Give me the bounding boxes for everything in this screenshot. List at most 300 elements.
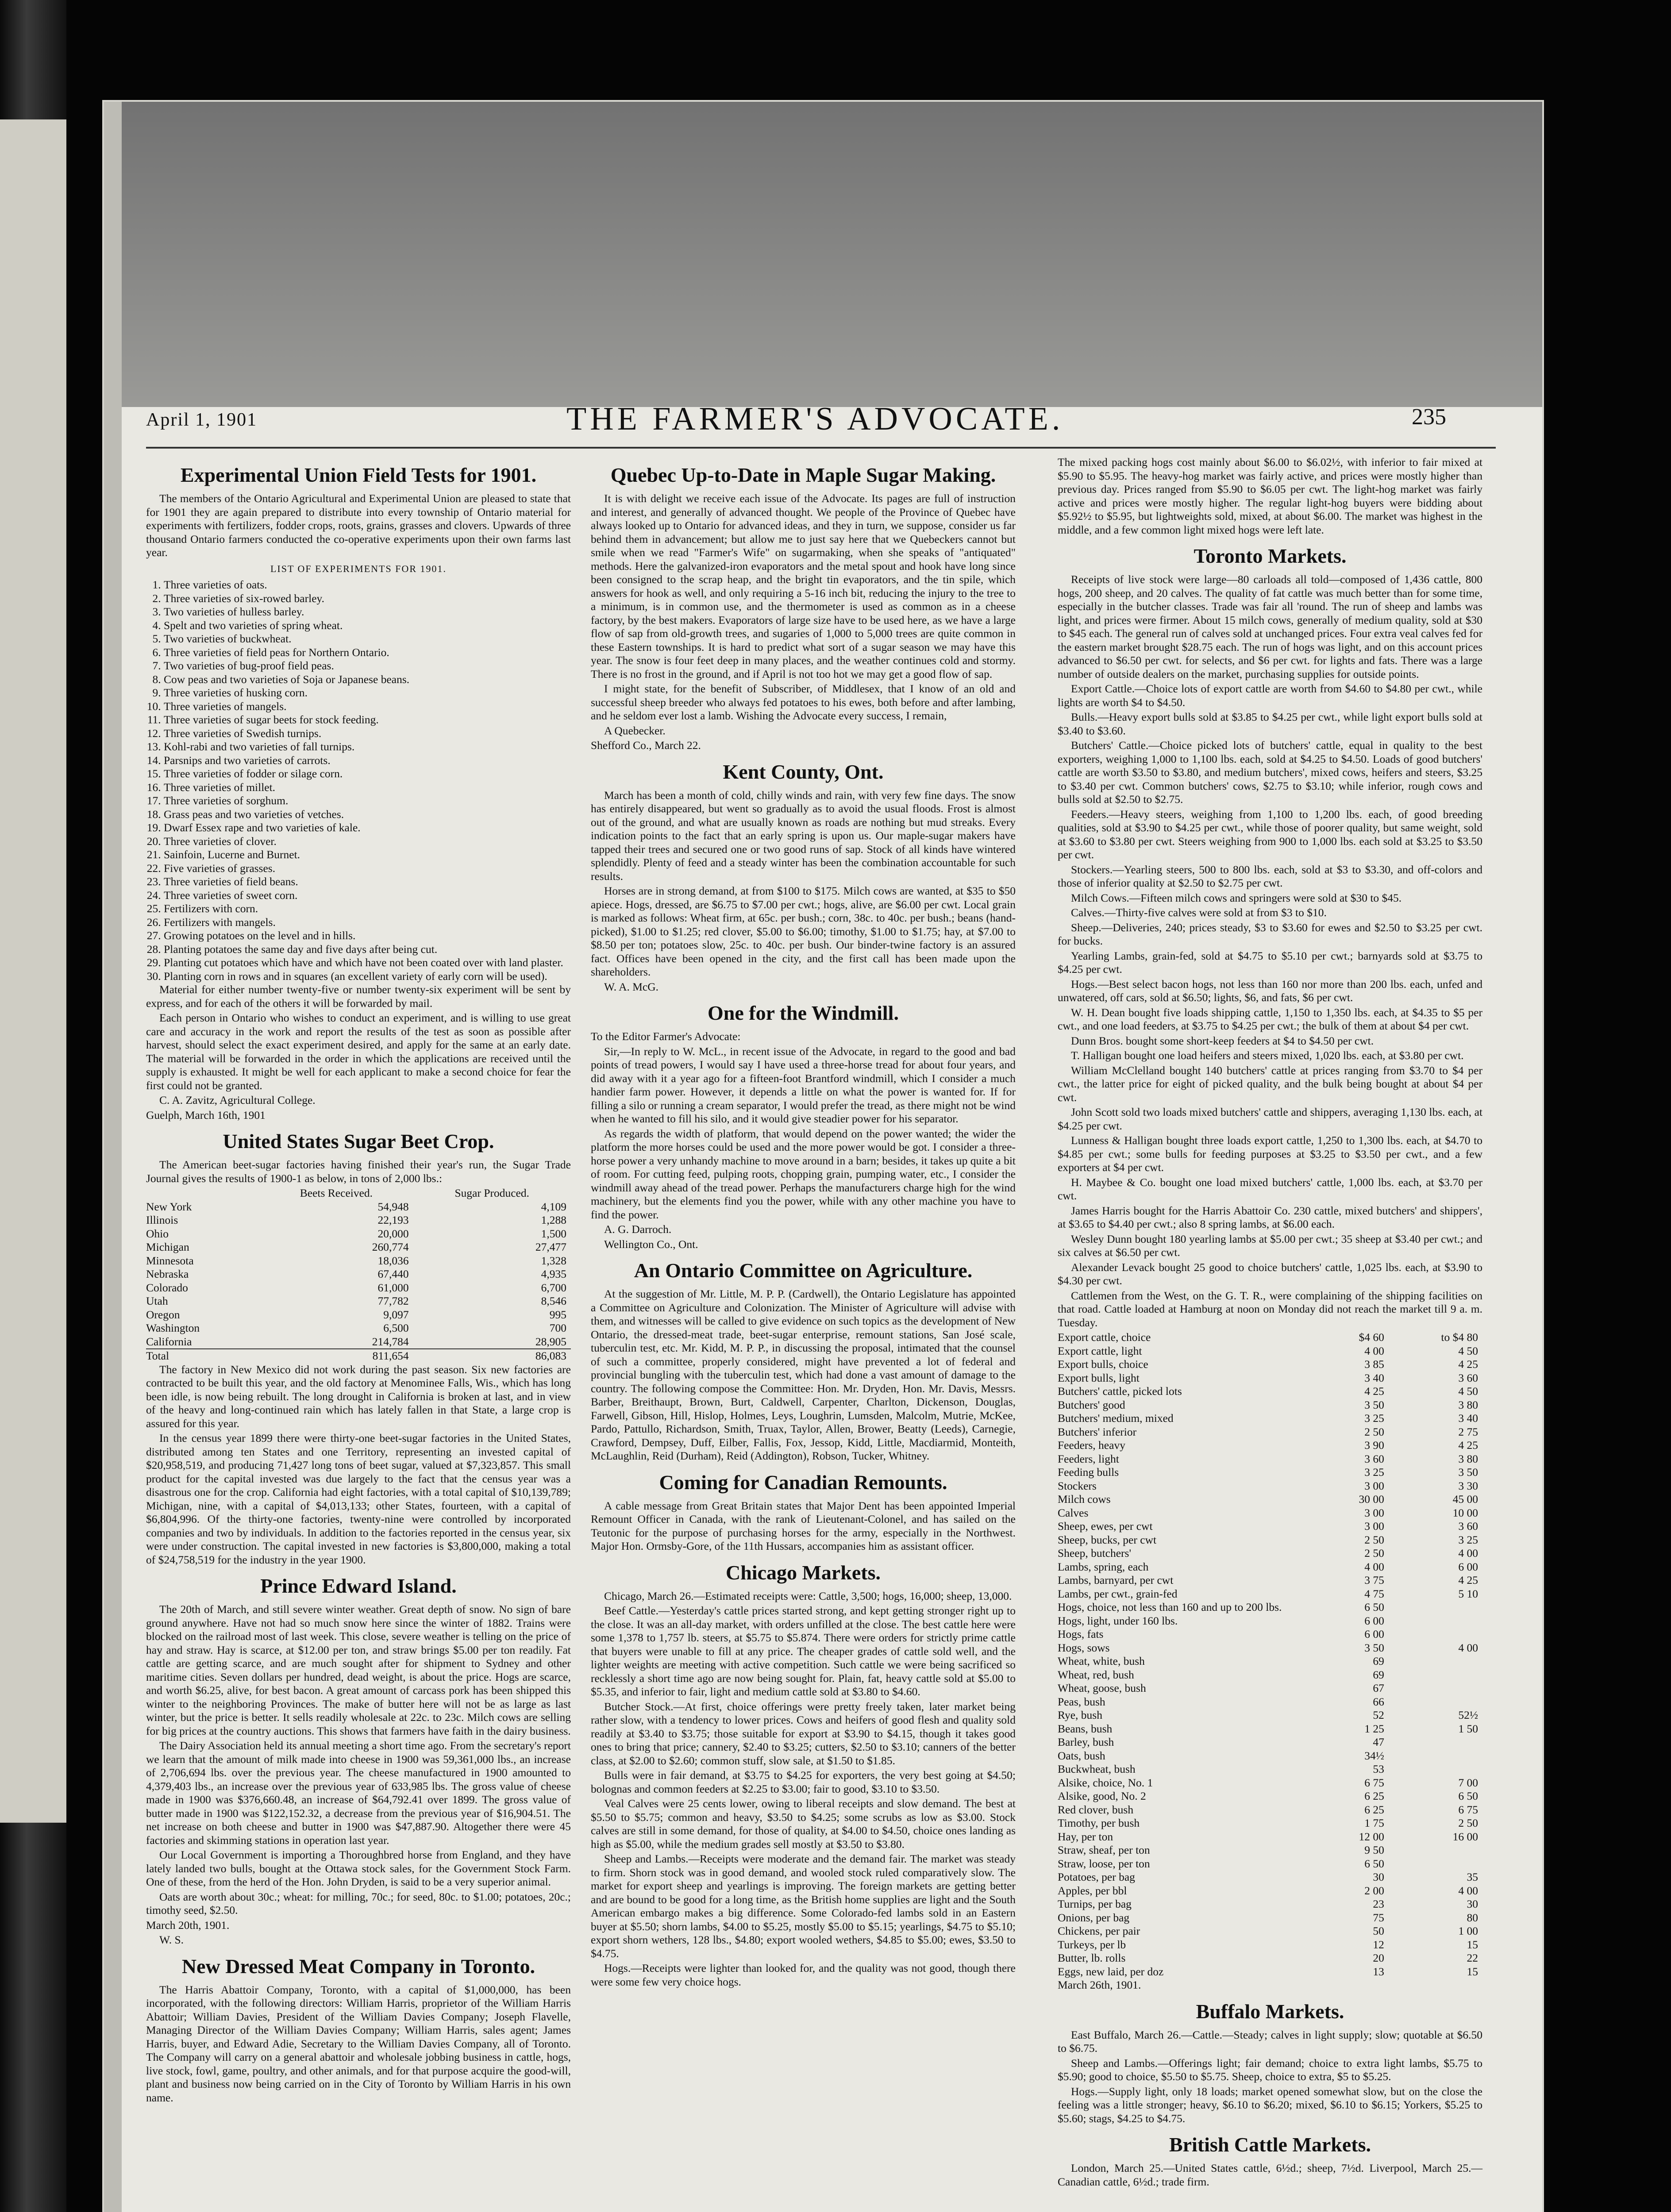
price-value: 6 50: [1364, 1857, 1384, 1870]
price-value: 23: [1373, 1897, 1384, 1910]
price-item: Onions, per bag: [1058, 1911, 1130, 1924]
article-paragraph: The members of the Ontario Agricultural and Experimental Union are pleased to state that for 1901 they are again prepared to distribute into every township of Ontario material for experiments with fertilizers, fodder crops, roots, grains, grasses and clovers. Upwards of three thousand Ontario farmers conducted the co-operative experiments upon their own farms last year.: [146, 492, 571, 559]
price-value: 2 00: [1364, 1884, 1384, 1897]
article-paragraph: Butchers' Cattle.—Choice picked lots of butchers' cattle, equal in quality to the best exporters, weighing 1,000 to 1,100 lbs. each, sold at $4.25 to $4.50. Loads of good butchers' cattle are worth $3.50 to $3.80, and medium butchers', mixed cows, heifers and steers, $3.25 to $3.40 per cwt. Common butchers' cows, $2.75 to $3.10; while inferior, rough cows and bulls sold at $2.50 to $2.75.: [1058, 739, 1482, 806]
price-value: 50: [1373, 1924, 1384, 1937]
price-value: 15: [1467, 1965, 1478, 1978]
column-1: [146, 456, 571, 2106]
total-received: 811,654: [259, 1349, 413, 1363]
cell-state: Ohio: [146, 1227, 169, 1240]
article-title: New Dressed Meat Company in Toronto.: [181, 1955, 535, 1978]
cell-produced: 27,477: [535, 1240, 566, 1253]
price-row: [1058, 1371, 1482, 1385]
experiment-item: 11. Three varieties of sugar beets for stock feeding.: [164, 713, 571, 727]
table-row: [146, 1254, 571, 1268]
cell-state: New York: [146, 1200, 192, 1213]
article-paragraph: Material for either number twenty-five or number twenty-six experiment will be sent by express, and for each of the others it will be forwarded by mail.: [146, 983, 571, 1010]
article-toronto-markets: [1058, 544, 1482, 1992]
signature: C. A. Zavitz, Agricultural College.: [159, 1094, 316, 1106]
price-value: 3 60: [1458, 1371, 1478, 1384]
price-item: Red clover, bush: [1058, 1803, 1134, 1816]
price-value: 22: [1467, 1951, 1478, 1964]
price-item: Hay, per ton: [1058, 1830, 1113, 1843]
cell-produced: 995: [549, 1308, 566, 1321]
price-value: 3 50: [1364, 1398, 1384, 1411]
dateline: Guelph, March 16th, 1901: [146, 1108, 266, 1121]
experiment-item: 22. Five varieties of grasses.: [164, 862, 571, 876]
price-item: Sheep, ewes, per cwt: [1058, 1520, 1153, 1532]
article-paragraph: Beef Cattle.—Yesterday's cattle prices started strong, and kept getting stronger right up to the close. It was an all-day market, with orders unfilled at the close. The best cattle here were some 1,378 to 1,757 lb. steers, at $5.75 to $5.874. There were orders for strictly prime cattle that buyers were unable to fill at any price. The cheaper grades of cattle sold well, and the lighter weights are meeting with active competition. Such cattle we were being sacrificed so recklessly a short time ago are now being sought for. Plain, fat, heavy cattle sold at $5.00 to $5.35, and inferior to fair, light and medium cattle sold at $3.80 to $4.60.: [591, 1604, 1016, 1698]
price-value: 4 25: [1458, 1574, 1478, 1586]
price-row: [1058, 1479, 1482, 1493]
experiment-item: 9. Three varieties of husking corn.: [164, 686, 571, 700]
experiment-item: 6. Three varieties of field peas for Northern Ontario.: [164, 646, 571, 660]
total-produced: 86,083: [413, 1349, 571, 1363]
price-item: Buckwheat, bush: [1058, 1763, 1136, 1775]
price-item: Hogs, light, under 160 lbs.: [1058, 1614, 1178, 1627]
price-row: [1058, 1574, 1482, 1587]
article-title: Quebec Up-to-Date in Maple Sugar Making.: [610, 464, 996, 486]
cell-state: Utah: [146, 1294, 168, 1307]
article-paragraph: It is with delight we receive each issue of the Advocate. Its pages are full of instruction and interest, and generally of advanced thought. We people of the Province of Quebec have always looked up to Ontario for advanced ideas, and they in turn, we suppose, consider us far behind them in advancement; but allow me to just say here that we Quebeckers cannot but smile when we read "Farmer's Wife" on sugarmaking, when she speaks of "antiquated" methods. Here the galvanized-iron evaporators and the metal spout and hook have long since been consigned to the scrap heap, and the bright tin evaporators, and the tin spile, which answers for hook as well, and only requiring a 5-16 inch bit, reducing the injury to the tree to a minimum, is in common use, and the thermometer is used as common as in a cheese factory, by the best makers. Evaporators of large size have to be used here, as we have a large flow of sap from old-growth trees, and sugaries of 1,000 to 5,000 trees are quite common in these Eastern townships. It is hard to predict what sort of a sugar season we may have this year. The snow is four feet deep in many places, and the weather continues cold and stormy. There is no frost in the ground, and if April is not too hot we may get a good flow of sap.: [591, 492, 1016, 680]
column-3: [1058, 456, 1482, 2190]
price-value: 4 25: [1364, 1385, 1384, 1398]
article-paragraph: Butcher Stock.—At first, choice offerings were pretty freely taken, later market being rather slow, with a tendency to lower prices. Cows and heifers of good flesh and quality sold readily at $3.40 to $3.75; those suitable for export at $3.90 to $4.15, though it takes good ones to bring that price; cannery, $2.40 to $3.25; cutters, $2.50 to $3.10; canners of the better class, at $2.00 to $2.60; common stuff, slow sale, at $1.50 to $1.85.: [591, 1700, 1016, 1767]
price-value: 69: [1373, 1668, 1384, 1681]
price-value: 3 40: [1458, 1412, 1478, 1425]
table-row: [146, 1214, 571, 1227]
experiment-item: 28. Planting potatoes the same day and five days after being cut.: [164, 943, 571, 956]
price-value: [1389, 1668, 1482, 1682]
cell-produced: 6,700: [541, 1281, 566, 1294]
experiment-item: 4. Spelt and two varieties of spring wheat.: [164, 619, 571, 633]
article-paragraph: T. Halligan bought one load heifers and steers mixed, 1,020 lbs. each, at $3.80 per cwt.: [1071, 1049, 1464, 1062]
article-paragraph: Sir,—In reply to W. McL., in recent issue of the Advocate, in regard to the good and bad points of tread powers, I would say I have used a three-horse tread for about four years, and did away with it a year ago for a fifteen-foot Brantford windmill, which I consider a much handier farm power. However, it depends a little on what the power is wanted for. If for filling a silo or running a cream separator, I would prefer the tread, as there might not be wind when he wanted to fill his silo, and it would give steadier power for his separator.: [591, 1045, 1016, 1125]
price-item: Straw, sheaf, per ton: [1058, 1843, 1150, 1856]
price-item: Milch cows: [1058, 1493, 1111, 1505]
price-item: Barley, bush: [1058, 1736, 1114, 1748]
price-item: Alsike, good, No. 2: [1058, 1790, 1146, 1802]
price-item: Export cattle, light: [1058, 1344, 1142, 1357]
cell-received: 22,193: [377, 1214, 409, 1226]
article-paragraph: Cattlemen from the West, on the G. T. R., were complaining of the shipping facilities on that road. Cattle loaded at Hamburg at noon on Monday did not reach the market till 9 a. m. Tuesday.: [1058, 1289, 1482, 1329]
price-value: 15: [1467, 1938, 1478, 1951]
price-value: 6 25: [1364, 1803, 1384, 1816]
price-value: 75: [1373, 1911, 1384, 1924]
price-value: 66: [1373, 1695, 1384, 1708]
price-value: 2 50: [1364, 1533, 1384, 1546]
previous-page-edge: [0, 119, 66, 1823]
price-value: 4 50: [1458, 1385, 1478, 1398]
price-item: Butchers' inferior: [1058, 1425, 1137, 1438]
experiment-item: 29. Planting cut potatoes which have and which have not been coated over with land plaster.: [164, 956, 571, 970]
price-value: 3 30: [1458, 1479, 1478, 1492]
price-row: [1058, 1641, 1482, 1655]
price-value: 3 25: [1364, 1466, 1384, 1479]
price-value: 4 00: [1364, 1560, 1384, 1573]
price-item: Rye, bush: [1058, 1709, 1102, 1721]
price-value: 3 90: [1364, 1439, 1384, 1452]
price-value: 5 10: [1458, 1587, 1478, 1600]
price-value: 1 75: [1364, 1816, 1384, 1829]
experiment-item: 15. Three varieties of fodder or silage corn.: [164, 767, 571, 781]
article-paragraph: London, March 25.—United States cattle, 6½d.; sheep, 7½d. Liverpool, March 25.—Canadian cattle, 6½d.; trade firm.: [1058, 2162, 1482, 2188]
article-paragraph: William McClelland bought 140 butchers' cattle at prices ranging from $3.70 to $4 per cwt., the latter price for eight of picked quality, and the bulk being bought at about $4 per cwt.: [1058, 1064, 1482, 1104]
price-row: [1058, 1655, 1482, 1668]
price-item: Potatoes, per bag: [1058, 1870, 1135, 1883]
cell-received: 9,097: [383, 1308, 409, 1321]
price-value: [1389, 1695, 1482, 1709]
price-row: [1058, 1722, 1482, 1736]
price-row: [1058, 1466, 1482, 1479]
total-label: Total: [146, 1349, 259, 1363]
price-value: [1389, 1614, 1482, 1628]
price-value: 3 40: [1364, 1371, 1384, 1384]
article-prince-edward-island: [146, 1574, 571, 1947]
price-value: 67: [1373, 1682, 1384, 1694]
cell-produced: 700: [549, 1321, 566, 1334]
price-value: 4 00: [1458, 1884, 1478, 1897]
price-value: 6 50: [1458, 1790, 1478, 1802]
article-title: Kent County, Ont.: [723, 760, 884, 783]
article-paragraph: Export Cattle.—Choice lots of export cattle are worth from $4.60 to $4.80 per cwt., while lights are worth $4 to $4.50.: [1058, 682, 1482, 709]
price-item: Apples, per bbl: [1058, 1884, 1127, 1897]
article-title: Coming for Canadian Remounts.: [659, 1471, 947, 1494]
price-item: Feeders, heavy: [1058, 1439, 1125, 1452]
price-item: Butchers' cattle, picked lots: [1058, 1385, 1182, 1398]
price-item: Wheat, goose, bush: [1058, 1682, 1146, 1694]
price-value: 9 50: [1364, 1843, 1384, 1856]
price-item: Chickens, per pair: [1058, 1924, 1140, 1937]
price-value: 30 00: [1359, 1493, 1384, 1505]
price-row: [1058, 1560, 1482, 1574]
article-paragraph: Horses are in strong demand, at from $100 to $175. Milch cows are wanted, at $35 to $50 apiece. Hogs, dressed, are $6.75 to $7.00 per cwt.; hogs, alive, are $6.00 per cwt. Local grain is marked as follows: Wheat firm, at 65c. per bush.; corn, 38c. to 40c. per bush.; beans (hand-picked), $1.00 to $1.25; red clover, $5.00 to $6.00; timothy, $1.00 to $1.75; hay, at $7.00 to $8.50 per ton; potatoes slow, 25c. to 40c. per bush. Our binder-twine factory is an assured fact. Offices have been opened in the city, and the first call has been made upon the shareholders.: [591, 884, 1016, 978]
price-row: [1058, 1884, 1482, 1898]
cell-produced: 28,905: [535, 1335, 566, 1348]
price-row: [1058, 1614, 1482, 1628]
price-row: [1058, 1897, 1482, 1911]
article-paragraph: Hogs.—Receipts were lighter than looked for, and the quality was not good, though there were some few very choice hogs.: [591, 1962, 1016, 1988]
price-value: [1389, 1655, 1482, 1668]
cell-received: 260,774: [372, 1240, 409, 1253]
article-paragraph: Chicago, March 26.—Estimated receipts were: Cattle, 3,500; hogs, 16,000; sheep, 13,000.: [604, 1589, 1012, 1602]
experiment-item: 5. Two varieties of buckwheat.: [164, 632, 571, 646]
price-row: [1058, 1682, 1482, 1695]
experiment-item: 3. Two varieties of hulless barley.: [164, 605, 571, 619]
price-row: [1058, 1520, 1482, 1533]
article-paragraph: Calves.—Thirty-five calves were sold at from $3 to $10.: [1071, 906, 1327, 919]
cell-state: Oregon: [146, 1308, 180, 1321]
price-value: 52½: [1458, 1709, 1478, 1721]
price-value: 52: [1373, 1709, 1384, 1721]
price-row: [1058, 1830, 1482, 1844]
dateline: Wellington Co., Ont.: [604, 1237, 698, 1251]
price-item: Beans, bush: [1058, 1722, 1113, 1735]
article-sugar-beet: [146, 1129, 571, 1567]
price-item: Calves: [1058, 1506, 1089, 1519]
cell-produced: 4,109: [541, 1200, 566, 1213]
signature: A Quebecker.: [604, 724, 666, 737]
article-paragraph: James Harris bought for the Harris Abattoir Co. 230 cattle, mixed butchers' and shippers', at $3.65 to $4.40 per cwt.; also 8 spring lambs, at $6.00 each.: [1058, 1204, 1482, 1230]
price-item: Turnips, per bag: [1058, 1897, 1132, 1910]
article-paragraph: Feeders.—Heavy steers, weighing from 1,100 to 1,200 lbs. each, of good breeding qualities, sold at $3.90 to $4.25 per cwt., while those of poorer quality, but same weight, sold at $3.60 to $3.80 per cwt. Steers weighing from 900 to 1,000 lbs. each sold at $3.25 to $3.50 per cwt.: [1058, 807, 1482, 861]
price-value: 6 75: [1458, 1803, 1478, 1816]
price-item: Feeding bulls: [1058, 1466, 1119, 1479]
price-value: 4 50: [1458, 1344, 1478, 1357]
issue-date: April 1, 1901: [146, 410, 258, 430]
price-row: [1058, 1857, 1482, 1871]
signature: W. S.: [159, 1933, 184, 1946]
price-row: [1058, 1425, 1482, 1439]
article-paragraph: As regards the width of platform, that would depend on the power wanted; the wider the platform the more horses could be used and the more power would be got. I consider a three-horse power a very unhandy machine to move around in a barn; besides, it takes up quite a bit of room. For cutting feed, pulping roots, chopping grain, pumping water, etc., I consider the windmill away ahead of the tread power. Perhaps the manufacturers charge high for the wind machinery, but the elements find you the power, while with any other machine you have to find the power.: [591, 1127, 1016, 1221]
article-paragraph: Hogs.—Supply light, only 18 loads; market opened somewhat slow, but on the close the feeling was a little stronger; heavy, $6.10 to $6.20; mixed, $6.10 to $6.15; Yorkers, $5.25 to $5.60; stags, $4.25 to $4.75.: [1058, 2085, 1482, 2125]
cell-produced: 1,288: [541, 1214, 566, 1226]
cell-produced: 4,935: [541, 1267, 566, 1280]
price-value: 47: [1373, 1736, 1384, 1748]
cell-produced: 1,500: [541, 1227, 566, 1240]
price-item: Sheep, butchers': [1058, 1547, 1132, 1559]
price-value: [1389, 1736, 1482, 1749]
signature: A. G. Darroch.: [604, 1223, 672, 1236]
price-row: [1058, 1344, 1482, 1358]
experiment-item: 7. Two varieties of bug-proof field peas.: [164, 659, 571, 673]
experiment-item: 18. Grass peas and two varieties of vetches.: [164, 808, 571, 822]
price-value: 1 50: [1458, 1722, 1478, 1735]
article-paragraph: The American beet-sugar factories having finished their year's run, the Sugar Trade Journal gives the results of 1900-1 as below, in tons of 2,000 lbs.:: [146, 1158, 571, 1185]
price-value: 35: [1467, 1870, 1478, 1883]
article-paragraph: A cable message from Great Britain states that Major Dent has been appointed Imperial Remount Officer in Canada, with the rank of Lieutenant-Colonel, and has sailed on the Teutonic for the purpose of purchasing horses for the army, especially in the Northwest. Major Hon. Ormsby-Gore, of the 11th Hussars, accompanies him as assistant officer.: [591, 1499, 1016, 1552]
cell-received: 18,036: [377, 1254, 409, 1267]
price-row: [1058, 1533, 1482, 1547]
cell-produced: 1,328: [541, 1254, 566, 1267]
experiment-item: 10. Three varieties of mangels.: [164, 700, 571, 714]
price-row: [1058, 1776, 1482, 1790]
price-value: 16 00: [1452, 1830, 1478, 1843]
article-dressed-meat: [146, 1954, 571, 2105]
article-title: Chicago Markets.: [725, 1561, 881, 1584]
price-row: [1058, 1628, 1482, 1641]
price-item: Hogs, sows: [1058, 1641, 1110, 1654]
article-paragraph: Alexander Levack bought 25 good to choice butchers' cattle, 1,025 lbs. each, at $3.90 to $4.30 per cwt.: [1058, 1260, 1482, 1287]
price-item: Wheat, white, bush: [1058, 1655, 1145, 1667]
price-value: 4 00: [1458, 1547, 1478, 1559]
price-row: [1058, 1749, 1482, 1763]
price-item: Timothy, per bush: [1058, 1816, 1140, 1829]
price-item: Butchers' good: [1058, 1398, 1125, 1411]
price-row: [1058, 1736, 1482, 1749]
article-paragraph: Oats are worth about 30c.; wheat: for milling, 70c.; for seed, 80c. to $1.00; potatoes, 20c.; timothy seed, $2.50.: [146, 1890, 571, 1916]
table-row: [146, 1294, 571, 1308]
price-value: [1389, 1857, 1482, 1871]
price-row: [1058, 1763, 1482, 1776]
cell-state: Illinois: [146, 1214, 178, 1226]
price-row: [1058, 1601, 1482, 1614]
price-row: [1058, 1816, 1482, 1830]
price-value: 1 25: [1364, 1722, 1384, 1735]
price-item: Export bulls, choice: [1058, 1358, 1148, 1371]
article-experimental-union: [146, 463, 571, 1122]
toronto-price-table: [1058, 1331, 1482, 1978]
price-value: 4 75: [1364, 1587, 1384, 1600]
article-remounts: [591, 1470, 1016, 1553]
price-item: Butchers' medium, mixed: [1058, 1412, 1174, 1425]
price-value: [1389, 1763, 1482, 1776]
article-paragraph: Dunn Bros. bought some short-keep feeders at $4 to $4.50 per cwt.: [1071, 1034, 1374, 1047]
table-row: [146, 1281, 571, 1295]
article-paragraph: The mixed packing hogs cost mainly about $6.00 to $6.02½, with inferior to fair mixed at $5.90 to $5.95. The heavy-hog market was fairly active, and prices were mostly higher than previous day. Prices ranged from $5.90 to $6.05 per cwt. The light-hog market was fairly active and prices were mostly higher. The regular light-hog buyers were bidding about $5.92½ to $5.95, but lightweights sold, mixed, at about $6.00. The market was highest in the middle, and a few common light mixed hogs were left late.: [1058, 456, 1482, 536]
table-row: [146, 1267, 571, 1281]
price-item: Sheep, bucks, per cwt: [1058, 1533, 1157, 1546]
article-paragraph: W. H. Dean bought five loads shipping cattle, 1,150 to 1,350 lbs. each, at $4.35 to $5 per cwt., and one load feeders, at $3.75 to $4.25 per cwt.; the bulk of them at about $4 per cwt.: [1058, 1006, 1482, 1032]
article-paragraph: Hogs.—Best select bacon hogs, not less than 160 nor more than 200 lbs. each, unfed and unwatered, off cars, sold at $6.50; lights, $6, and fats, $6 per cwt.: [1058, 977, 1482, 1004]
price-value: 6 00: [1364, 1628, 1384, 1640]
price-value: 12 00: [1359, 1830, 1384, 1843]
article-windmill: [591, 1001, 1016, 1251]
article-british-markets: [1058, 2132, 1482, 2189]
price-value: 3 80: [1458, 1398, 1478, 1411]
cell-received: 20,000: [377, 1227, 409, 1240]
price-item: Export bulls, light: [1058, 1371, 1140, 1384]
article-paragraph: Receipts of live stock were large—80 carloads all told—composed of 1,436 cattle, 800 hogs, 200 sheep, and 20 calves. The quality of fat cattle was much better than for some time, especially in the butcher classes. Trade was fair all 'round. The run of sheep and lambs was light, and prices were firmer. About 15 milch cows, generally of medium quality, sold at $30 to $45 each. The general run of calves sold at unchanged prices. Four extra veal calves fed for the eastern market brought $28.75 each. The run of hogs was light, and on this account prices advanced to $6.50 per cwt. for selects, and $6 per cwt. for lights and fats. There was a large number of outside dealers on the market, purchasing supplies for outside points.: [1058, 573, 1482, 680]
price-row: [1058, 1412, 1482, 1425]
price-value: 3 50: [1458, 1466, 1478, 1479]
header-rule: [146, 447, 1496, 449]
experiment-item: 14. Parsnips and two varieties of carrots.: [164, 754, 571, 768]
price-value: 3 50: [1364, 1641, 1384, 1654]
price-row: [1058, 1924, 1482, 1938]
price-value: 4 00: [1458, 1641, 1478, 1654]
cell-received: 6,500: [383, 1321, 409, 1334]
article-paragraph: Yearling Lambs, grain-fed, sold at $4.75 to $5.10 per cwt.; barnyards sold at $3.75 to $4.25 per cwt.: [1058, 949, 1482, 975]
price-item: Lambs, barnyard, per cwt: [1058, 1574, 1174, 1586]
cell-state: California: [146, 1335, 192, 1348]
article-paragraph: East Buffalo, March 26.—Cattle.—Steady; calves in light supply; slow; quotable at $6.50 to $6.75.: [1058, 2028, 1482, 2055]
cell-received: 61,000: [377, 1281, 409, 1294]
table-row: [146, 1240, 571, 1254]
price-value: 2 50: [1458, 1816, 1478, 1829]
article-paragraph: March has been a month of cold, chilly winds and rain, with very few fine days. The snow has entirely disappeared, but went so gradually as to avoid the usual floods. Frost is almost out of the ground, and what are usually known as roads are nothing but mud streaks. Every indication points to the fact that an early spring is upon us. Our maple-sugar makers have tapped their trees and secured one or two good runs of sap. Stock of all kinds have wintered splendidly. Plenty of feed and a steady winter has been the combination accountable for such results.: [591, 788, 1016, 883]
column-2: [591, 456, 1016, 1990]
price-value: 53: [1373, 1763, 1384, 1775]
price-value: 4 25: [1458, 1439, 1478, 1452]
price-value: 3 25: [1458, 1533, 1478, 1546]
article-paragraph: I might state, for the benefit of Subscriber, of Middlesex, that I know of an old and successful sheep breeder who always fed potatoes to his ewes, both before and after lambing, and he seldom ever lost a lamb. Wishing the Advocate every success, I remain,: [591, 682, 1016, 722]
article-title: An Ontario Committee on Agriculture.: [634, 1259, 973, 1282]
price-row: [1058, 1506, 1482, 1520]
price-row: [1058, 1938, 1482, 1952]
price-value: 6 00: [1364, 1614, 1384, 1627]
price-row: [1058, 1398, 1482, 1412]
cell-received: 77,782: [377, 1294, 409, 1307]
experiment-item: 19. Dwarf Essex rape and two varieties of kale.: [164, 821, 571, 835]
price-value: 1 00: [1458, 1924, 1478, 1937]
price-value: $4 60: [1359, 1331, 1384, 1344]
article-paragraph: Each person in Ontario who wishes to conduct an experiment, and is willing to use great care and accuracy in the work and report the results of the test as soon as possible after harvest, should select the exact experiment desired, and apply for the same at an early date. The material will be forwarded in the order in which the applications are received until the supply is exhausted. It might be well for each applicant to make a second choice for fear the first could not be granted.: [146, 1011, 571, 1092]
price-value: to $4 80: [1441, 1331, 1478, 1344]
price-value: 12: [1373, 1938, 1384, 1951]
price-item: Eggs, new laid, per doz: [1058, 1965, 1164, 1978]
cell-state: Nebraska: [146, 1267, 189, 1280]
price-value: 10 00: [1452, 1506, 1478, 1519]
price-value: 2 50: [1364, 1425, 1384, 1438]
experiment-list: [146, 578, 571, 983]
price-row: [1058, 1803, 1482, 1817]
page-number: 235: [1412, 404, 1446, 430]
experiment-item: 1. Three varieties of oats.: [164, 578, 571, 592]
cell-received: 67,440: [377, 1267, 409, 1280]
article-paragraph: In the census year 1899 there were thirty-one beet-sugar factories in the United States, distributed among ten States and one Territory, representing an invested capital of $20,958,519, and producing 71,427 long tons of beet sugar, valued at $7,323,857. This small product for the capital invested was due largely to the fact that the census year was a disastrous one for the crop. California had eight factories, with a total capital of $10,139,789; Michigan, nine, with a capital of $4,013,133; other States, fourteen, with a capital of $6,804,996. Of the thirty-one factories, twenty-nine were controlled by incorporated companies and two by individuals. In addition to the factories reported in the census year, six were under construction. The capital invested in new factories is $3,800,000, making a total of $24,758,519 for the industry in the year 1900.: [146, 1432, 571, 1566]
cell-received: 214,784: [372, 1335, 409, 1348]
price-value: 6 50: [1364, 1601, 1384, 1613]
article-paragraph: The Dairy Association held its annual meeting a short time ago. From the secretary's report we learn that the amount of milk made into cheese in 1900 was 59,361,000 lbs., an increase of 2,706,694 lbs. over the previous year. The cheese manufactured in 1900 amounted to 4,379,403 lbs., an increase over the previous year of 633,985 lbs. The gross value of cheese made in 1900 was $376,660.48, an increase of $64,792.41 over 1899. The gross value of butter made in 1900 was $122,152.32, a decrease from the previous year of $16,904.51. The net increase on both cheese and butter in 1900 was $47,887.90. Altogether there were 45 factories and skimming stations in operation last year.: [146, 1739, 571, 1847]
cell-state: Michigan: [146, 1240, 189, 1253]
price-value: 30: [1467, 1897, 1478, 1910]
article-paragraph: Sheep and Lambs.—Receipts were moderate and the demand fair. The market was steady to firm. Shorn stock was in good demand, and wooled stock ruled comparatively slow. The market for export sheep and yearlings is improving. The foreign markets are getting better and are bound to be good for a long time, as the British home supplies are light and the South American embargo makes a big difference. Some Colorado-fed lambs sold in an Eastern buyer at $5.50; shorn lambs, $4.00 to $5.25, mostly $5.00 to $5.15; yearlings, $4.75 to $5.10; export shorn wethers, 128 lbs., $4.80; export wooled wethers, $4.85 to $5.00; ewes, $3.50 to $4.75.: [591, 1852, 1016, 1960]
experiment-item: 26. Fertilizers with mangels.: [164, 916, 571, 929]
price-value: [1389, 1628, 1482, 1641]
price-row: [1058, 1790, 1482, 1803]
article-paragraph: Milch Cows.—Fifteen milch cows and springers were sold at $30 to $45.: [1071, 891, 1402, 904]
article-title: One for the Windmill.: [708, 1002, 899, 1024]
experiment-item: 21. Sainfoin, Lucerne and Burnet.: [164, 848, 571, 862]
article-quebec-maple-sugar: [591, 463, 1016, 753]
article-title: British Cattle Markets.: [1169, 2133, 1371, 2156]
article-paragraph: The factory in New Mexico did not work during the past season. Six new factories are contracted to be built this year, and the old factory at Menominee Falls, Wis., which has long been idle, is now being rebuilt. The long drought in California is broken at last, and in view of the heavy and long-continued rain which has lately fallen in that State, a large crop is assured for this year.: [146, 1363, 571, 1430]
table-row: [146, 1227, 571, 1241]
article-paragraph: Our Local Government is importing a Thoroughbred horse from England, and they have lately landed two bulls, bought at the Ottawa stock sales, for the Government Stock Farm. One of these, from the herd of the Hon. John Dryden, is said to be a very superior animal.: [146, 1848, 571, 1888]
article-paragraph: Lunness & Halligan bought three loads export cattle, 1,250 to 1,300 lbs. each, at $4.70 to $4.85 per cwt.; some bulls for feeding purposes at $3.25 to $3.50 per cwt., and a few exporters at $4 per cwt.: [1058, 1134, 1482, 1174]
experiment-item: 24. Three varieties of sweet corn.: [164, 889, 571, 902]
price-item: Turkeys, per lb: [1058, 1938, 1126, 1951]
experiment-item: 27. Growing potatoes on the level and in hills.: [164, 929, 571, 943]
price-value: 2 50: [1364, 1547, 1384, 1559]
running-head: [146, 400, 1496, 440]
price-value: 3 60: [1364, 1452, 1384, 1465]
article-title: Toronto Markets.: [1194, 545, 1347, 567]
price-row: [1058, 1587, 1482, 1601]
price-item: Feeders, light: [1058, 1452, 1119, 1465]
price-item: Wheat, red, bush: [1058, 1668, 1134, 1681]
price-row: [1058, 1452, 1482, 1466]
price-row: [1058, 1709, 1482, 1722]
article-paragraph: The Harris Abattoir Company, Toronto, with a capital of $1,000,000, has been incorporated, with the following directors: William Harris, proprietor of the William Harris Abattoir; William Davies, President of the William Davies Company; Joseph Flavelle, Managing Director of the William Davies Company; William Harris, sales agent; James Harris, buyer, and Edward Adie, Secretary to the William Davies Company, all of Toronto. The Company will carry on a general abattoir and wholesale jobbing business in cattle, hogs, live stock, fowl, game, poultry, and other animals, and for that purpose acquire the good-will, plant and business now being carried on in the City of Toronto by William Harris in his own name.: [146, 1983, 571, 2104]
price-value: 69: [1373, 1655, 1384, 1667]
price-value: 2 75: [1458, 1425, 1478, 1438]
article-title: Experimental Union Field Tests for 1901.: [180, 464, 537, 486]
price-value: 30: [1373, 1870, 1384, 1883]
price-row: [1058, 1439, 1482, 1452]
price-value: 3 75: [1364, 1574, 1384, 1586]
price-value: 34½: [1364, 1749, 1384, 1762]
price-row: [1058, 1870, 1482, 1884]
article-chicago-markets: [591, 1560, 1016, 1989]
experiment-item: 13. Kohl-rabi and two varieties of fall turnips.: [164, 740, 571, 754]
article-paragraph: Stockers.—Yearling steers, 500 to 800 lbs. each, sold at $3 to $3.30, and off-colors and those of inferior quality at $2.50 to $2.75 per cwt.: [1058, 863, 1482, 889]
article-paragraph: Veal Calves were 25 cents lower, owing to liberal receipts and slow demand. The best at $5.50 to $5.75; common and heavy, $3.50 to $4.25; some scrubs as low as $3.00. Stock calves are still in some demand, for those of quality, at $4.00 to $4.50, choice ones landing as high as $5.00, while the medium grades sell mostly at $3.50 to $3.80.: [591, 1797, 1016, 1851]
salutation: To the Editor Farmer's Advocate:: [591, 1030, 741, 1043]
beet-table: [146, 1187, 571, 1363]
price-value: [1389, 1682, 1482, 1695]
price-value: 6 25: [1364, 1790, 1384, 1802]
price-value: 4 00: [1364, 1344, 1384, 1357]
article-paragraph: Sheep and Lambs.—Offerings light; fair demand; choice to extra light lambs, $5.75 to $5.90; good to choice, $5.50 to $5.75. Sheep, choice to extra, $5 to $5.25.: [1058, 2056, 1482, 2083]
price-value: 3 60: [1458, 1520, 1478, 1532]
article-title: Prince Edward Island.: [260, 1575, 457, 1597]
price-value: [1389, 1601, 1482, 1614]
price-row: [1058, 1358, 1482, 1371]
column-header: Sugar Produced.: [454, 1187, 530, 1199]
price-item: Butter, lb. rolls: [1058, 1951, 1126, 1964]
